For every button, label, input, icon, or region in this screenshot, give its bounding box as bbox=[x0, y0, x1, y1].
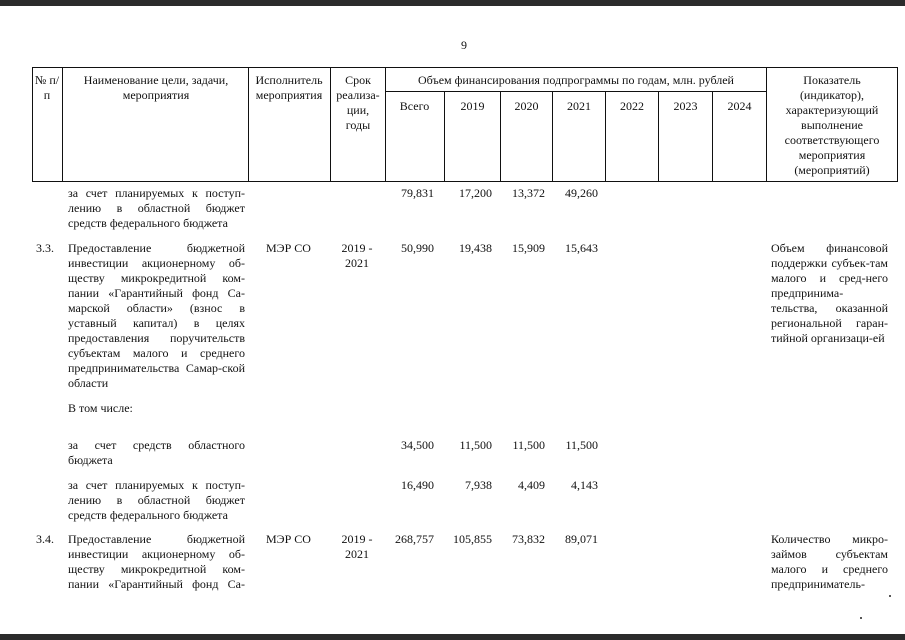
row-name: Предоставление бюджетной инвестиции акционерному об-ществу микрокредитной ком-пании «Гарантийный фонд Са-марской области» (взнос в уставный капитал) в целях предоставления поручительств субъектам малого и среднего предпринимательства Самар-ской области bbox=[68, 241, 245, 390]
row-name: за счет планируемых к поступ-лению в областной бюджет средств федерального бюджета bbox=[68, 186, 245, 230]
row-total: 34,500 bbox=[401, 438, 434, 452]
table-border-top bbox=[32, 67, 898, 68]
row-subtitle: В том числе: bbox=[68, 401, 133, 415]
row-2019: 105,855 bbox=[453, 532, 492, 546]
grid-line bbox=[62, 67, 63, 182]
header-name: Наименование цели, задачи, мероприятия bbox=[83, 73, 229, 102]
row-2020: 73,832 bbox=[512, 532, 545, 546]
row-2020: 15,909 bbox=[512, 241, 545, 255]
page-number: 9 bbox=[461, 38, 467, 52]
header-indicator: Показатель (индикатор), характеризующий выполнение соответствующего мероприятия (мероприятий) bbox=[784, 73, 880, 177]
header-year-2021: 2021 bbox=[567, 99, 591, 113]
grid-line bbox=[248, 67, 249, 182]
row-name: Предоставление бюджетной инвестиции акционерному об-ществу микрокредитной ком-пании «Гарантийный фонд Са- bbox=[68, 532, 245, 591]
row-2019: 7,938 bbox=[465, 478, 492, 492]
row-2019: 17,200 bbox=[459, 186, 492, 200]
row-number: 3.4. bbox=[36, 532, 54, 546]
row-executor: МЭР СО bbox=[266, 532, 311, 546]
header-year-2022: 2022 bbox=[620, 99, 644, 113]
row-indicator: Объем финансовой поддержки субъек-там малого и сред-него предпринима-тельства, оказанной региональной гаран-тийной организаци-ей bbox=[771, 241, 888, 345]
header-total: Всего bbox=[399, 99, 430, 113]
row-executor: МЭР СО bbox=[266, 241, 311, 255]
row-total: 50,990 bbox=[401, 241, 434, 255]
grid-line bbox=[897, 67, 898, 182]
row-2021: 49,260 bbox=[565, 186, 598, 200]
header-year-2019: 2019 bbox=[460, 99, 485, 113]
header-year-2020: 2020 bbox=[514, 99, 539, 113]
row-total: 79,831 bbox=[401, 186, 434, 200]
table-header-bottom bbox=[32, 181, 898, 182]
header-number: № п/п bbox=[34, 73, 60, 102]
scan-edge-top bbox=[0, 0, 905, 6]
header-executor: Исполнитель мероприятия bbox=[255, 73, 323, 102]
row-2019: 19,438 bbox=[459, 241, 492, 255]
header-year-2023: 2023 bbox=[673, 99, 698, 113]
row-term: 2019 - 2021 bbox=[341, 241, 373, 270]
row-2021: 89,071 bbox=[565, 532, 598, 546]
row-2020: 4,409 bbox=[518, 478, 545, 492]
row-total: 268,757 bbox=[395, 532, 434, 546]
row-2020: 13,372 bbox=[512, 186, 545, 200]
row-2020: 11,500 bbox=[512, 438, 545, 452]
row-2021: 11,500 bbox=[565, 438, 598, 452]
subheader-line bbox=[385, 91, 766, 92]
header-year-2024: 2024 bbox=[727, 99, 752, 113]
header-term: Срок реализа-ции, годы bbox=[336, 73, 380, 132]
row-2019: 11,500 bbox=[459, 438, 492, 452]
row-number: 3.3. bbox=[36, 241, 54, 255]
row-2021: 4,143 bbox=[571, 478, 598, 492]
row-name: за счет средств областного бюджета bbox=[68, 438, 245, 467]
row-total: 16,490 bbox=[401, 478, 434, 492]
grid-line bbox=[32, 67, 33, 182]
row-2021: 15,643 bbox=[565, 241, 598, 255]
grid-line bbox=[766, 67, 767, 182]
scan-speck bbox=[860, 617, 862, 619]
grid-line bbox=[330, 67, 331, 182]
scan-speck bbox=[889, 595, 891, 597]
row-name: за счет планируемых к поступ-лению в областной бюджет средств федерального бюджета bbox=[68, 478, 245, 522]
grid-line bbox=[385, 67, 386, 182]
header-financing: Объем финансирования подпрограммы по годам, млн. рублей bbox=[418, 73, 734, 87]
row-indicator: Количество микро-займов субъектам малого и среднего предприниматель- bbox=[771, 532, 888, 591]
scan-edge-bottom bbox=[0, 634, 905, 640]
row-term: 2019 - 2021 bbox=[341, 532, 373, 561]
